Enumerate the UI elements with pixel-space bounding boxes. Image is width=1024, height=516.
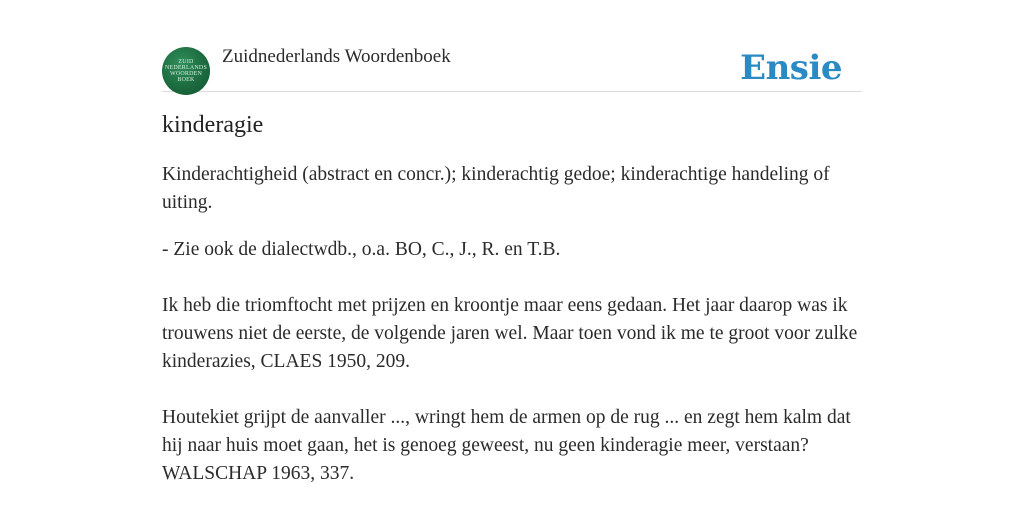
ensie-brand-logo[interactable]: Ensie (740, 48, 842, 88)
logo-text-line: ZUID (178, 58, 194, 65)
entry-quote: Houtekiet grijpt de aanvaller ..., wringt hem de armen op de rug ... en zegt hem kalm dat hij naar huis moet gaan, het is genoeg geweest, nu geen kinderagie meer, verstaan? WALSCHAP 1963, 337. (162, 407, 851, 484)
entry-see-also: - Zie ook de dialectwdb., o.a. BO, C., J., R. en T.B. (162, 239, 561, 260)
entry-content (162, 112, 862, 516)
entry-definition: Kinderachtigheid (abstract en concr.); kinderachtig gedoe; kinderachtige handeling of uiting. (162, 164, 830, 213)
header (162, 44, 862, 92)
logo-text-line: BOEK (177, 77, 195, 84)
logo-text-line: NEDERLANDS (165, 64, 207, 71)
dictionary-logo[interactable] (162, 47, 210, 95)
entry-headword: kinderagie (162, 112, 264, 138)
source-dictionary-link[interactable]: Zuidnederlands Woordenboek (222, 46, 451, 67)
entry-quote: Ik heb die triomftocht met prijzen en kroontje maar eens gedaan. Het jaar daarop was ik trouwens niet de eerste, de volgende jaren wel. Maar toen vond ik me te groot voor zulke kinderazies, CLAES 1950, 209. (162, 295, 858, 372)
logo-text-line: WOORDEN (169, 71, 203, 77)
